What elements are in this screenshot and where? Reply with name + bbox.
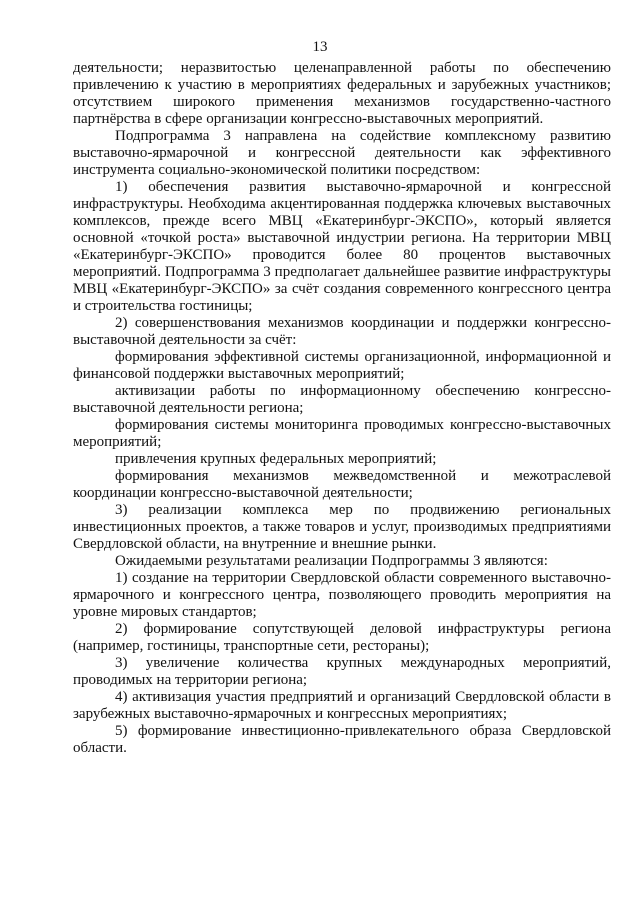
- paragraph-result-4: 4) активизация участия предприятий и организаций Свердловской области в зарубежных выставочно-ярмарочных и конгрессных мероприятиях;: [73, 689, 611, 722]
- paragraph-result-5: 5) формирование инвестиционно-привлекательного образа Свердловской области.: [73, 723, 611, 756]
- paragraph-support-system: формирования эффективной системы организационной, информационной и финансовой поддержки выставочных мероприятий;: [73, 349, 611, 382]
- paragraph-expected-results: Ожидаемыми результатами реализации Подпрограммы 3 являются:: [115, 553, 548, 569]
- paragraph-item-3-promotion: 3) реализации комплекса мер по продвижению региональных инвестиционных проектов, а также товаров и услуг, производимых предприятиями Свердловской области, на внутренние и внешние рынки.: [73, 502, 611, 552]
- paragraph-item-1-infrastructure: 1) обеспечения развития выставочно-ярмарочной и конгрессной инфраструктуры. Необходима акцентированная поддержка ключевых выставочных комплексов, прежде всего МВЦ «Екатеринбург-ЭКСПО», который является основной «точкой роста» выставочной индустрии региона. На территории МВЦ «Екатеринбург-ЭКСПО» проводится более 80 процентов выставочных мероприятий. Подпрограмма 3 предполагает дальнейшее развитие инфраструктуры МВЦ «Екатеринбург-ЭКСПО» за счёт создания современного конгрессного центра и строительства гостиницы;: [73, 179, 611, 314]
- paragraph-information-support: активизации работы по информационному обеспечению конгрессно-выставочной деятельности региона;: [73, 383, 611, 416]
- document-body: [73, 60, 611, 757]
- paragraph-monitoring: формирования системы мониторинга проводимых конгрессно-выставочных мероприятий;: [73, 417, 611, 450]
- paragraph-subprogram-purpose: Подпрограмма 3 направлена на содействие комплексному развитию выставочно-ярмарочной и конгрессной деятельности как эффективного инструмента социально-экономической политики посредством:: [73, 128, 611, 178]
- paragraph-result-2: 2) формирование сопутствующей деловой инфраструктуры региона (например, гостиницы, транспортные сети, рестораны);: [73, 621, 611, 654]
- paragraph-coordination-mechanisms: формирования механизмов межведомственной и межотраслевой координации конгрессно-выставочной деятельности;: [73, 468, 611, 501]
- paragraph-continuation: деятельности; неразвитостью целенаправленной работы по обеспечению привлечению к участию в мероприятиях федеральных и зарубежных участников; отсутствием широкого применения механизмов государственно-частного партнёрства в сфере организации конгрессно-выставочных мероприятий.: [73, 60, 611, 127]
- paragraph-item-2-coordination: 2) совершенствования механизмов координации и поддержки конгрессно-выставочной деятельности за счёт:: [73, 315, 611, 348]
- paragraph-federal-events: привлечения крупных федеральных мероприятий;: [115, 451, 437, 467]
- page-number: 13: [312, 39, 328, 55]
- paragraph-result-3: 3) увеличение количества крупных международных мероприятий, проводимых на территории региона;: [73, 655, 611, 688]
- paragraph-result-1: 1) создание на территории Свердловской области современного выставочно-ярмарочного и конгрессного центра, позволяющего проводить мероприятия на уровне мировых стандартов;: [73, 570, 611, 620]
